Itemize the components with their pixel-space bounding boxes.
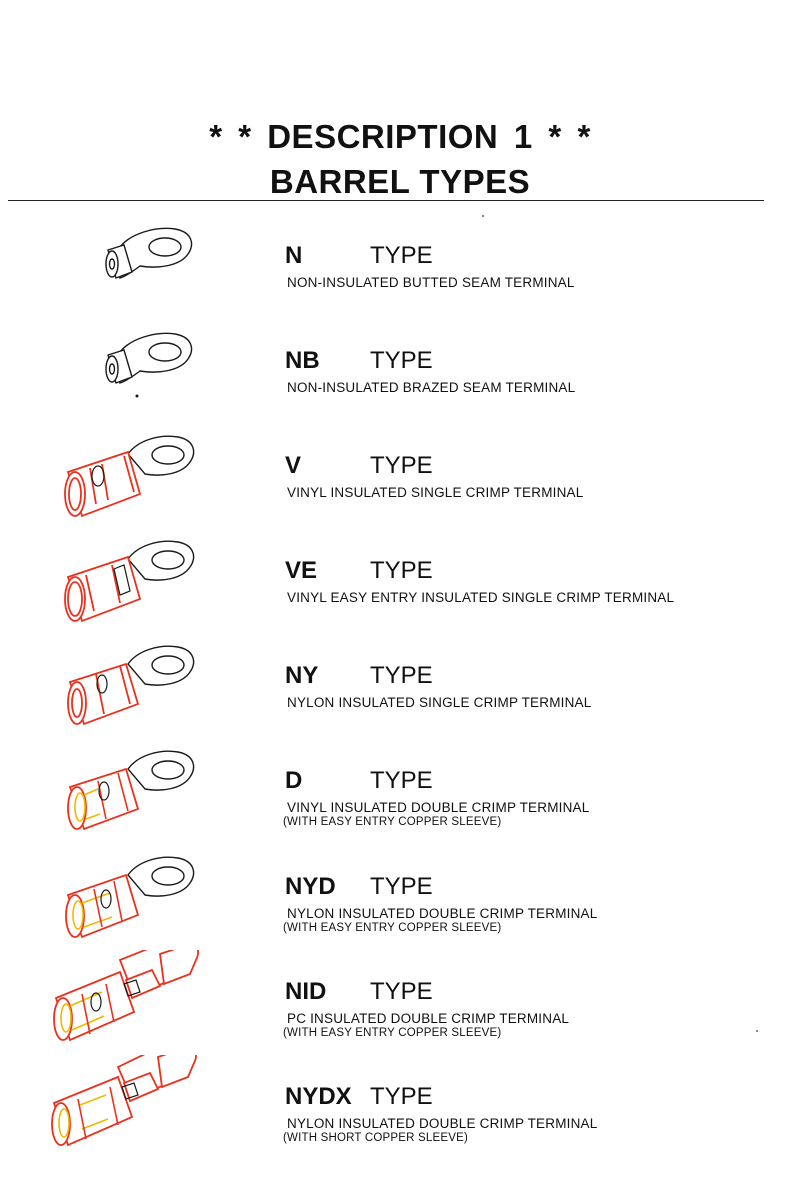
ring-terminal-bare-icon — [40, 214, 220, 324]
type-code: NID — [285, 978, 327, 1005]
type-note: (WITH EASY ENTRY COPPER SLEEVE) — [283, 816, 502, 828]
scan-speck — [482, 215, 484, 217]
type-code: NY — [285, 662, 319, 689]
type-code: NB — [285, 347, 320, 374]
page-title: * * DESCRIPTION 1 * * — [209, 118, 591, 155]
type-label: TYPE — [370, 662, 433, 689]
type-description: VINYL INSULATED SINGLE CRIMP TERMINAL — [287, 485, 584, 500]
list-item — [0, 1083, 800, 1183]
page-subtitle: BARREL TYPES — [269, 163, 531, 200]
type-note: (WITH EASY ENTRY COPPER SLEEVE) — [283, 922, 502, 934]
ring-terminal-nylon-icon — [40, 634, 220, 744]
ring-terminal-nylon-double-crimp-icon — [40, 845, 220, 955]
header-divider — [8, 200, 764, 201]
type-description: NON-INSULATED BRAZED SEAM TERMINAL — [287, 380, 576, 395]
type-label: TYPE — [370, 347, 433, 374]
female-disconnect-pc-icon — [40, 950, 220, 1060]
ring-terminal-vinyl-icon — [40, 424, 220, 534]
type-note: (WITH EASY ENTRY COPPER SLEEVE) — [283, 1027, 502, 1039]
type-code: VE — [285, 557, 318, 584]
type-label: TYPE — [370, 767, 433, 794]
type-label: TYPE — [370, 242, 433, 269]
type-code: NYD — [285, 873, 336, 900]
type-description: NYLON INSULATED DOUBLE CRIMP TERMINAL — [287, 1116, 598, 1131]
type-label: TYPE — [370, 1083, 433, 1110]
type-description: NYLON INSULATED DOUBLE CRIMP TERMINAL — [287, 906, 598, 921]
type-description: PC INSULATED DOUBLE CRIMP TERMINAL — [287, 1011, 570, 1026]
type-label: TYPE — [370, 978, 433, 1005]
female-disconnect-nylon-icon — [40, 1055, 220, 1165]
type-code: NYDX — [285, 1083, 352, 1110]
type-description: VINYL EASY ENTRY INSULATED SINGLE CRIMP TERMINAL — [287, 590, 675, 605]
type-label: TYPE — [370, 557, 433, 584]
ring-terminal-double-crimp-icon — [40, 739, 220, 849]
type-code: D — [285, 767, 303, 794]
type-note: (WITH SHORT COPPER SLEEVE) — [283, 1132, 468, 1144]
ring-terminal-vinyl-easy-entry-icon — [40, 529, 220, 639]
type-code: V — [285, 452, 302, 479]
type-label: TYPE — [370, 873, 433, 900]
type-code: N — [285, 242, 303, 269]
type-description: NON-INSULATED BUTTED SEAM TERMINAL — [287, 275, 575, 290]
ring-terminal-brazed-icon — [40, 319, 220, 429]
type-description: NYLON INSULATED SINGLE CRIMP TERMINAL — [287, 695, 592, 710]
type-label: TYPE — [370, 452, 433, 479]
type-description: VINYL INSULATED DOUBLE CRIMP TERMINAL — [287, 800, 590, 815]
